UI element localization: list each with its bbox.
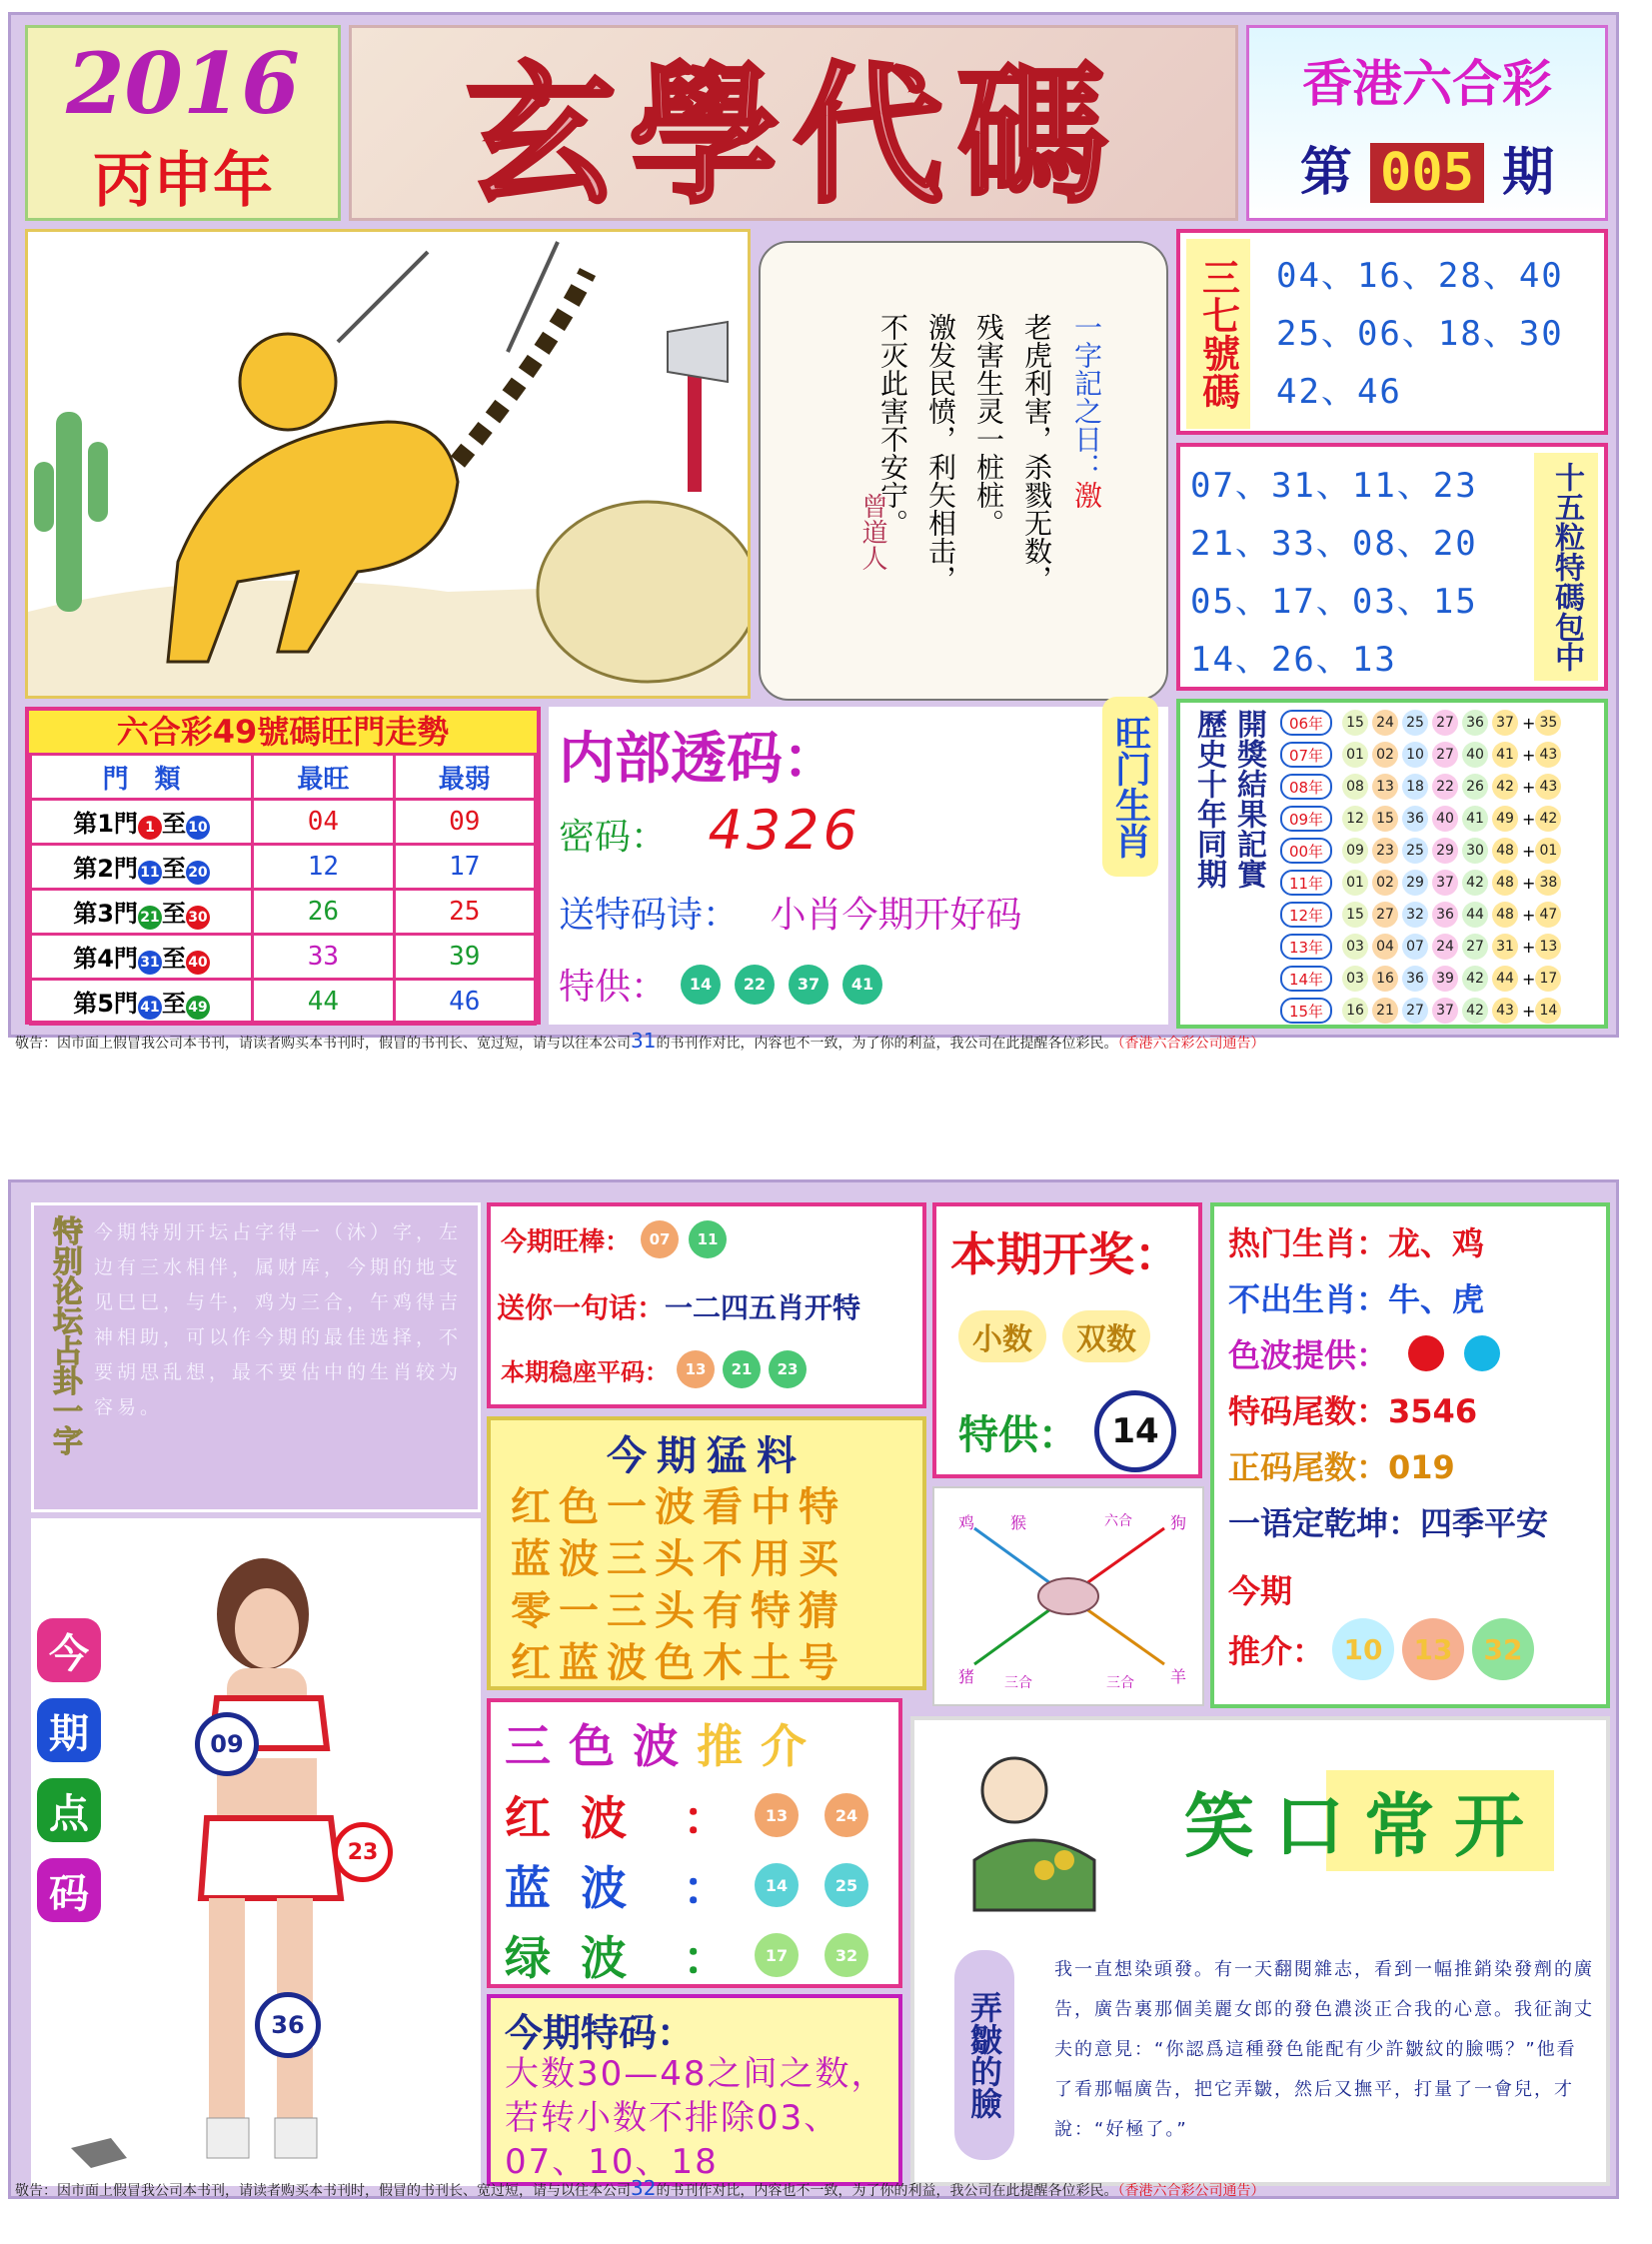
poem-line: 送特码诗： 小肖今期开好码	[559, 895, 1022, 936]
tiger-illustration	[25, 229, 751, 699]
forum-text: 今期特别开坛占字得一（沐）字，左边有三水相伴，属财库，今期的地支见巳巳，与牛，鸡为三合，午鸡得吉神相助，可以作今期的最佳选择，不要胡思乱想，最不要估中的生肖较为容易。	[94, 1221, 463, 1418]
history-ball: 48	[1492, 838, 1518, 864]
mengliao-line: 红蓝波色木土号	[511, 1640, 846, 1686]
zodiac-label: 羊	[1170, 1667, 1187, 1686]
history-title-a: 開獎結果記實	[1231, 709, 1266, 889]
history-title-b: 歷史十年同期	[1191, 709, 1226, 889]
history-ball: 41	[1462, 806, 1488, 832]
history-special-ball: 01	[1535, 838, 1561, 864]
history-ball: 16	[1372, 966, 1398, 992]
brand: 香港六合彩	[1302, 55, 1552, 113]
forum-title: 特别论坛占卦一字	[47, 1215, 82, 1455]
history-ball: 24	[1372, 710, 1398, 736]
history-row	[1280, 803, 1565, 835]
trend-cold: 39	[394, 935, 535, 980]
history-ball: 43	[1492, 998, 1518, 1024]
history-special-ball: 43	[1535, 774, 1561, 800]
history-rows	[1280, 707, 1565, 1027]
history-ball: 29	[1402, 870, 1428, 896]
trend-row	[31, 890, 536, 935]
history-row	[1280, 995, 1565, 1027]
zodiac-label: 鸡	[958, 1513, 975, 1532]
sanse-ball: 14	[755, 1863, 799, 1907]
trend-cold: 46	[394, 980, 535, 1025]
history-ball: 42	[1462, 966, 1488, 992]
fifteen-row-2: 21、33、08、20	[1190, 524, 1478, 564]
history-ball: 42	[1462, 998, 1488, 1024]
girl-ball: 09	[195, 1712, 259, 1776]
history-ball: 03	[1342, 966, 1368, 992]
issue-prefix: 第	[1299, 143, 1352, 203]
history-year: 11年	[1280, 870, 1332, 896]
sentence-line: 送你一句话：一二四五肖开特	[497, 1291, 861, 1324]
history-year: 08年	[1280, 774, 1332, 800]
history-year: 09年	[1280, 806, 1332, 832]
history-ball: 27	[1432, 710, 1458, 736]
zodiac-label: 狗	[1170, 1513, 1187, 1532]
code-value: 4326	[708, 799, 861, 862]
scroll-signature: 曾道人	[857, 493, 887, 571]
pingma-ball: 13	[677, 1350, 715, 1388]
trend-row-label: 第4門 31至 40	[31, 935, 253, 980]
money-man-icon	[944, 1740, 1124, 1920]
trend-header-hot: 最旺	[253, 755, 394, 800]
history-plus: +	[1522, 777, 1536, 797]
history-ball: 24	[1432, 934, 1458, 960]
trend-row	[31, 980, 536, 1025]
tuijie-ball: 32	[1472, 1618, 1534, 1680]
hot-zodiac-block	[1210, 1202, 1610, 1708]
history-ball: 16	[1342, 998, 1368, 1024]
trend-table	[29, 753, 537, 1026]
history-ball: 40	[1462, 742, 1488, 768]
history-year: 13年	[1280, 934, 1332, 960]
zodiac-label: 三合	[1106, 1675, 1134, 1691]
cyan-dot	[1464, 1335, 1500, 1371]
history-ball: 36	[1402, 966, 1428, 992]
sanqi-row-2: 25、06、18、30	[1276, 314, 1564, 354]
pingma-ball: 21	[723, 1350, 761, 1388]
history-ball: 13	[1372, 774, 1398, 800]
zodiac-label: 三合	[1004, 1675, 1032, 1691]
zheng-line: 正码尾数：019	[1228, 1448, 1455, 1486]
zodiac-label: 猪	[958, 1667, 975, 1686]
history-plus: +	[1522, 873, 1536, 893]
tiger-drawing	[28, 232, 748, 696]
trend-hot: 12	[253, 845, 394, 890]
sanse-ball: 24	[825, 1793, 868, 1837]
year-block	[25, 25, 341, 221]
sanse-ball: 13	[755, 1793, 799, 1837]
sanse-block	[487, 1698, 902, 1988]
mengliao-line: 红色一波看中特	[511, 1484, 846, 1530]
sanqi-row-3: 42、46	[1276, 372, 1402, 412]
sanse-row: 绿波 ： 17 32	[505, 1922, 868, 1988]
inner-title: 内部透码：	[559, 727, 838, 792]
history-ball: 08	[1342, 774, 1368, 800]
history-ball: 18	[1402, 774, 1428, 800]
history-ball: 22	[1432, 774, 1458, 800]
tail-line: 特码尾数：3546	[1228, 1392, 1478, 1430]
trend-header-cat: 門 類	[31, 755, 253, 800]
trend-cold: 17	[394, 845, 535, 890]
tuijie-ball: 13	[1402, 1618, 1464, 1680]
history-ball: 25	[1402, 838, 1428, 864]
history-ball: 36	[1462, 710, 1488, 736]
main-title: 玄學代碼	[465, 48, 1121, 224]
bottom-notice: 敬告：因市面上假冒我公司本书刊，请读者购买本书刊时，假冒的书刊长、宽过短，请与以往本公司32的书刊作对比，内容也不一致，为了你的利益，我公司在此提醒各位彩民。（香港六合彩公司通告）	[15, 2176, 1265, 2200]
history-ball: 48	[1492, 870, 1518, 896]
history-row	[1280, 707, 1565, 739]
sanse-row: 蓝波 ： 14 25	[505, 1852, 868, 1918]
xiaokou-block	[910, 1716, 1610, 2186]
dianma-char: 期	[37, 1698, 101, 1762]
history-plus: +	[1522, 841, 1536, 861]
trend-row-label: 第3門 21至 30	[31, 890, 253, 935]
trend-row-label: 第5門 41至 49	[31, 980, 253, 1025]
hot-line: 热门生肖：龙、鸡	[1228, 1224, 1485, 1262]
code-line: 密码： 4326	[559, 799, 861, 862]
issue-suffix: 期	[1502, 143, 1555, 203]
zodiac-arrows	[934, 1488, 1202, 1704]
scroll	[759, 241, 1168, 701]
history-ball: 27	[1402, 998, 1428, 1024]
history-ball: 40	[1432, 806, 1458, 832]
sanqi-row-1: 04、16、28、40	[1276, 256, 1564, 296]
forum-block	[31, 1202, 481, 1512]
kaijiang-tegong: 特供： 14	[958, 1390, 1176, 1472]
zodiac-label: 猴	[1010, 1513, 1027, 1532]
history-ball: 44	[1492, 966, 1518, 992]
story-text: 我一直想染頭發。有一天翻閱雜志，看到一幅推銷染發劑的廣告，廣告裏那個美麗女郎的發色濃淡正合我的心意。我征詢丈夫的意見：“你認爲這種發色能配有少許皺紋的臉嗎？”他看了看那幅廣告，把它弄皺，然后又撫平，打量了一會兒，才說：“好極了。”	[1054, 1959, 1594, 2140]
history-ball: 26	[1462, 774, 1488, 800]
kaijiang-title: 本期开奖：	[950, 1227, 1180, 1281]
tuijie-ball: 10	[1332, 1618, 1394, 1680]
history-ball: 42	[1462, 870, 1488, 896]
tuijie-line: 推介： 10 13 32	[1228, 1618, 1534, 1680]
history-row	[1280, 867, 1565, 899]
history-plus: +	[1522, 713, 1536, 733]
tuijie-a: 今期	[1228, 1572, 1293, 1610]
trend-row	[31, 800, 536, 845]
tegong-ball: 37	[789, 965, 828, 1005]
trend-row	[31, 845, 536, 890]
history-ball: 48	[1492, 902, 1518, 928]
history-special-ball: 47	[1535, 902, 1561, 928]
sanqi-block	[1176, 229, 1608, 435]
xiaokou-title: 笑口常开	[1174, 1770, 1554, 1871]
history-ball: 32	[1402, 902, 1428, 928]
history-ball: 12	[1342, 806, 1368, 832]
poem-text: 小肖今期开好码	[770, 895, 1022, 936]
history-plus: +	[1522, 969, 1536, 989]
history-ball: 36	[1402, 806, 1428, 832]
history-row	[1280, 771, 1565, 803]
girl-ball: 23	[333, 1822, 393, 1882]
yiyu-line: 一语定乾坤：四季平安	[1228, 1504, 1549, 1542]
inner-code-block	[549, 707, 1168, 1025]
trend-hot: 44	[253, 980, 394, 1025]
history-ball: 36	[1432, 902, 1458, 928]
history-ball: 37	[1432, 998, 1458, 1024]
history-year: 07年	[1280, 742, 1332, 768]
tegong-line: 特供： 14 22 37 41	[559, 959, 882, 1010]
trend-row	[31, 935, 536, 980]
kaijiang-results: 小数 双数	[958, 1310, 1150, 1362]
trend-row-label: 第1門 1 至 10	[31, 800, 253, 845]
history-special-ball: 42	[1535, 806, 1561, 832]
fifteen-row-4: 14、26、13	[1190, 640, 1397, 680]
sanqi-title: 三七號碼	[1186, 239, 1250, 429]
history-special-ball: 17	[1535, 966, 1561, 992]
pingma-ball: 23	[769, 1350, 807, 1388]
wangbang-ball: 07	[641, 1220, 679, 1258]
issue-line	[1249, 130, 1605, 205]
bottom-page	[8, 1179, 1619, 2199]
history-ball: 02	[1372, 870, 1398, 896]
history-ball: 49	[1492, 806, 1518, 832]
history-ball: 07	[1402, 934, 1428, 960]
history-ball: 27	[1432, 742, 1458, 768]
history-row	[1280, 739, 1565, 771]
history-row	[1280, 931, 1565, 963]
history-plus: +	[1522, 905, 1536, 925]
dianma-char: 码	[37, 1858, 101, 1922]
history-special-ball: 35	[1535, 710, 1561, 736]
history-year: 00年	[1280, 838, 1332, 864]
mengliao-line: 零一三头有特猜	[511, 1588, 846, 1634]
trend-row-label: 第2門 11至 20	[31, 845, 253, 890]
nohot-line: 不出生肖：牛、虎	[1228, 1280, 1485, 1318]
sanse-ball: 17	[755, 1933, 799, 1977]
brand-block	[1246, 25, 1608, 221]
history-ball: 23	[1372, 838, 1398, 864]
history-ball: 03	[1342, 934, 1368, 960]
sanse-ball: 25	[825, 1863, 868, 1907]
dianma-char: 今	[37, 1618, 101, 1682]
wangbang-block	[487, 1202, 926, 1408]
issue-number: 005	[1370, 143, 1484, 203]
fifteen-numbers	[1190, 457, 1478, 689]
zodiac-label: 六合	[1104, 1513, 1132, 1529]
trend-hot: 26	[253, 890, 394, 935]
history-ball: 37	[1492, 710, 1518, 736]
girl-ball: 36	[255, 1992, 321, 2058]
history-ball: 15	[1342, 902, 1368, 928]
tegong-ball: 41	[842, 965, 882, 1005]
history-ball: 10	[1402, 742, 1428, 768]
red-dot	[1408, 1335, 1444, 1371]
fifteen-block	[1176, 443, 1608, 691]
mengliao-block	[487, 1416, 926, 1690]
year: 2016	[66, 34, 300, 133]
history-ball: 30	[1462, 838, 1488, 864]
fifteen-row-3: 05、17、03、15	[1190, 582, 1478, 622]
sanqi-numbers	[1276, 247, 1564, 421]
kaijiang-block	[932, 1202, 1202, 1478]
mengliao-line: 蓝波三头不用买	[511, 1536, 846, 1582]
trend-hot: 33	[253, 935, 394, 980]
sanse-row: 红波 ： 13 24	[505, 1782, 868, 1848]
history-ball: 01	[1342, 870, 1368, 896]
wangbang-line: 今期旺棒： 07 11	[501, 1220, 727, 1258]
zodiac-diagram	[932, 1486, 1204, 1706]
tegong-ball: 14	[681, 965, 721, 1005]
poem-line-4: 不灭此害不安宁。	[876, 313, 909, 537]
dianma-char: 点	[37, 1778, 101, 1842]
trend-hot: 04	[253, 800, 394, 845]
tema-block	[487, 1994, 902, 2186]
history-ball: 42	[1492, 774, 1518, 800]
history-special-ball: 14	[1535, 998, 1561, 1024]
history-ball: 15	[1372, 806, 1398, 832]
history-year: 14年	[1280, 966, 1332, 992]
sebo-line: 色波提供：	[1228, 1330, 1500, 1376]
history-plus: +	[1522, 1001, 1536, 1021]
history-ball: 41	[1492, 742, 1518, 768]
wangmen-label: 旺门生肖	[1102, 697, 1158, 877]
history-special-ball: 13	[1535, 934, 1561, 960]
history-plus: +	[1522, 937, 1536, 957]
poem-line-3: 激发民愤，利矢相击，	[924, 313, 957, 593]
poem-line-1: 老虎利害，杀戮无数，	[1020, 313, 1053, 593]
history-plus: +	[1522, 809, 1536, 829]
dianma-column	[37, 1618, 101, 1922]
history-ball: 29	[1432, 838, 1458, 864]
history-plus: +	[1522, 745, 1536, 765]
top-page	[8, 12, 1619, 1053]
tema-title: 今期特码：	[505, 2011, 696, 2055]
history-year: 12年	[1280, 902, 1332, 928]
top-notice: 敬告：因市面上假冒我公司本书刊，请读者购买本书刊时，假冒的书刊长、宽过短，请与以往本公司31的书刊作对比，内容也不一致，为了你的利益，我公司在此提醒各位彩民。（香港六合彩公司通告）	[15, 1029, 1265, 1053]
history-ball: 09	[1342, 838, 1368, 864]
history-ball: 02	[1372, 742, 1398, 768]
scroll-label: 一字記之日：激	[1070, 313, 1103, 509]
history-ball: 01	[1342, 742, 1368, 768]
story-title: 弄皺的臉	[954, 1950, 1014, 2160]
history-block	[1176, 699, 1608, 1029]
trend-title: 六合彩49號碼旺門走勢	[29, 711, 537, 753]
mengliao-title: 今期猛料	[607, 1433, 807, 1479]
sanse-ball: 32	[825, 1933, 868, 1977]
history-special-ball: 38	[1535, 870, 1561, 896]
history-ball: 15	[1342, 710, 1368, 736]
tema-text: 大数30—48之间之数，若转小数不排除03、07、10、18	[505, 2054, 887, 2182]
history-year: 15年	[1280, 998, 1332, 1024]
trend-header-row	[31, 755, 536, 800]
tegong-ball: 14	[1094, 1390, 1176, 1472]
trend-header-cold: 最弱	[394, 755, 535, 800]
fifteen-row-1: 07、31、11、23	[1190, 466, 1478, 506]
history-special-ball: 43	[1535, 742, 1561, 768]
history-row	[1280, 963, 1565, 995]
history-ball: 31	[1492, 934, 1518, 960]
history-ball: 27	[1462, 934, 1488, 960]
wangbang-ball: 11	[689, 1220, 727, 1258]
history-ball: 39	[1432, 966, 1458, 992]
history-ball: 21	[1372, 998, 1398, 1024]
title-banner	[349, 25, 1238, 224]
poem-line-2: 残害生灵一桩桩。	[972, 313, 1005, 537]
trend-cold: 25	[394, 890, 535, 935]
trend-cold: 09	[394, 800, 535, 845]
scroll-poem	[872, 313, 1056, 633]
history-ball: 37	[1432, 870, 1458, 896]
ganzhi: 丙申年	[93, 146, 273, 216]
history-ball: 27	[1372, 902, 1398, 928]
fifteen-title: 十五粒特碼包中	[1534, 453, 1598, 681]
history-row	[1280, 899, 1565, 931]
tegong-ball: 22	[735, 965, 775, 1005]
history-ball: 04	[1372, 934, 1398, 960]
history-year: 06年	[1280, 710, 1332, 736]
girl-photo	[31, 1518, 481, 2186]
history-row	[1280, 835, 1565, 867]
trend-table-block	[25, 707, 541, 1025]
history-ball: 44	[1462, 902, 1488, 928]
sanse-title: 三色波推介	[505, 1719, 825, 1773]
pingma-line: 本期稳座平码： 13 21 23	[501, 1350, 807, 1388]
history-ball: 25	[1402, 710, 1428, 736]
